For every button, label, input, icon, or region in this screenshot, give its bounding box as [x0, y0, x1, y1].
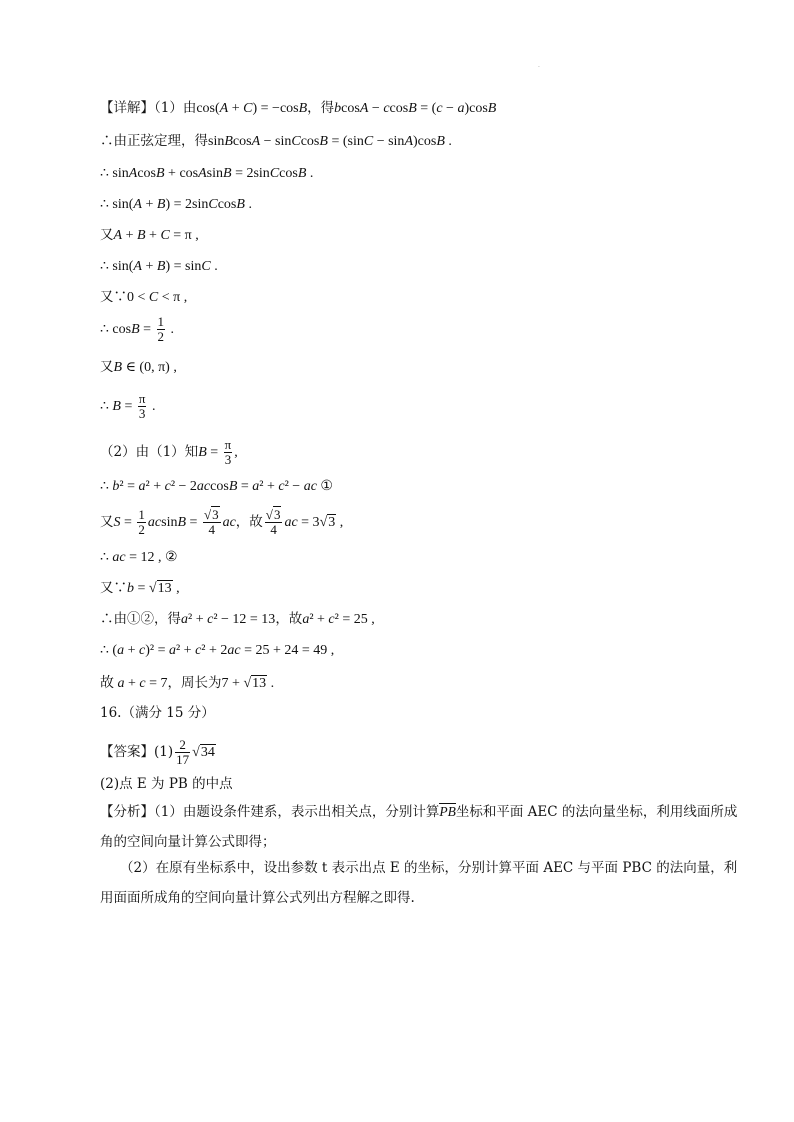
solution-line-1: 【详解】（1）由cos(A + C) = −cosB，得bcosA − ccosB = (c − a)cosB [100, 100, 497, 116]
solution-line-2: ∴由正弦定理，得sinBcosA − sinCcosB = (sinC − sinA)cosB . [100, 133, 452, 149]
solution-line-12: ∴ b² = a² + c² − 2accosB = a² + c² − ac ① [100, 479, 333, 494]
solution-line-9: 又B ∈ (0, π) , [100, 359, 177, 375]
question-16-heading: 16.（满分 15 分） [100, 705, 215, 721]
solution-line-6: ∴ sin(A + B) = sinC . [100, 259, 218, 274]
page-mark: · [538, 64, 540, 71]
analysis-tag: 【分析】 [100, 804, 154, 820]
solution-line-13: 又S = $\frac{1}{2}$ acsinB = $\frac{√3}{4}$ ac，故 $\frac{√3}{4}$ ac = 3√3 , [100, 507, 344, 537]
solution-line-16: ∴由①②，得a² + c² − 12 = 13，故a² + c² = 25 , [100, 611, 375, 627]
solution-tag: 【详解】 [100, 100, 154, 116]
solution-line-10: ∴ B = $\frac{\pi}{3}$ . [100, 391, 156, 421]
solution-line-11: （2）由（1）知B = $\frac{\pi}{3}$ , [100, 437, 238, 467]
solution-line-4: ∴ sin(A + B) = 2sinCcosB . [100, 197, 252, 212]
solution-line-17: ∴ (a + c)² = a² + c² + 2ac = 25 + 24 = 49 , [100, 643, 335, 658]
solution-line-3: ∴ sinAcosB + cosAsinB = 2sinCcosB . [100, 166, 314, 181]
answer-tag: 【答案】 [100, 744, 154, 760]
analysis-part-1: 【分析】（1）由题设条件建系，表示出相关点，分别计算PB坐标和平面 AEC 的法向量坐标，利用线面所成角的空间向量计算公式即得； [100, 804, 738, 850]
math-expr: cos(A + C) = −cosB [196, 101, 308, 116]
solution-line-7: 又∵0 < C < π , [100, 289, 188, 305]
answer-line-1: 【答案】(1) $\frac{2}{17}$ √34 [100, 737, 215, 767]
solution-line-15: 又∵b = √13 , [100, 580, 180, 596]
solution-line-14: ∴ ac = 12 , ② [100, 550, 178, 565]
solution-line-18: 故 a + c = 7，周长为7 + √13 . [100, 675, 275, 691]
solution-line-8: ∴ cosB = $\frac{1}{2}$ . [100, 314, 175, 344]
analysis-part-2: （2）在原有坐标系中，设出参数 t 表示出点 E 的坐标，分别计算平面 AEC 与平面 PBC 的法向量，利用面面所成角的空间向量计算公式列出方程解之即得. [100, 860, 738, 906]
solution-line-5: 又A + B + C = π , [100, 227, 199, 243]
answer-line-2: (2)点 E 为 PB 的中点 [100, 776, 233, 792]
math-expr: bcosA − ccosB = (c − a)cosB [334, 101, 497, 116]
